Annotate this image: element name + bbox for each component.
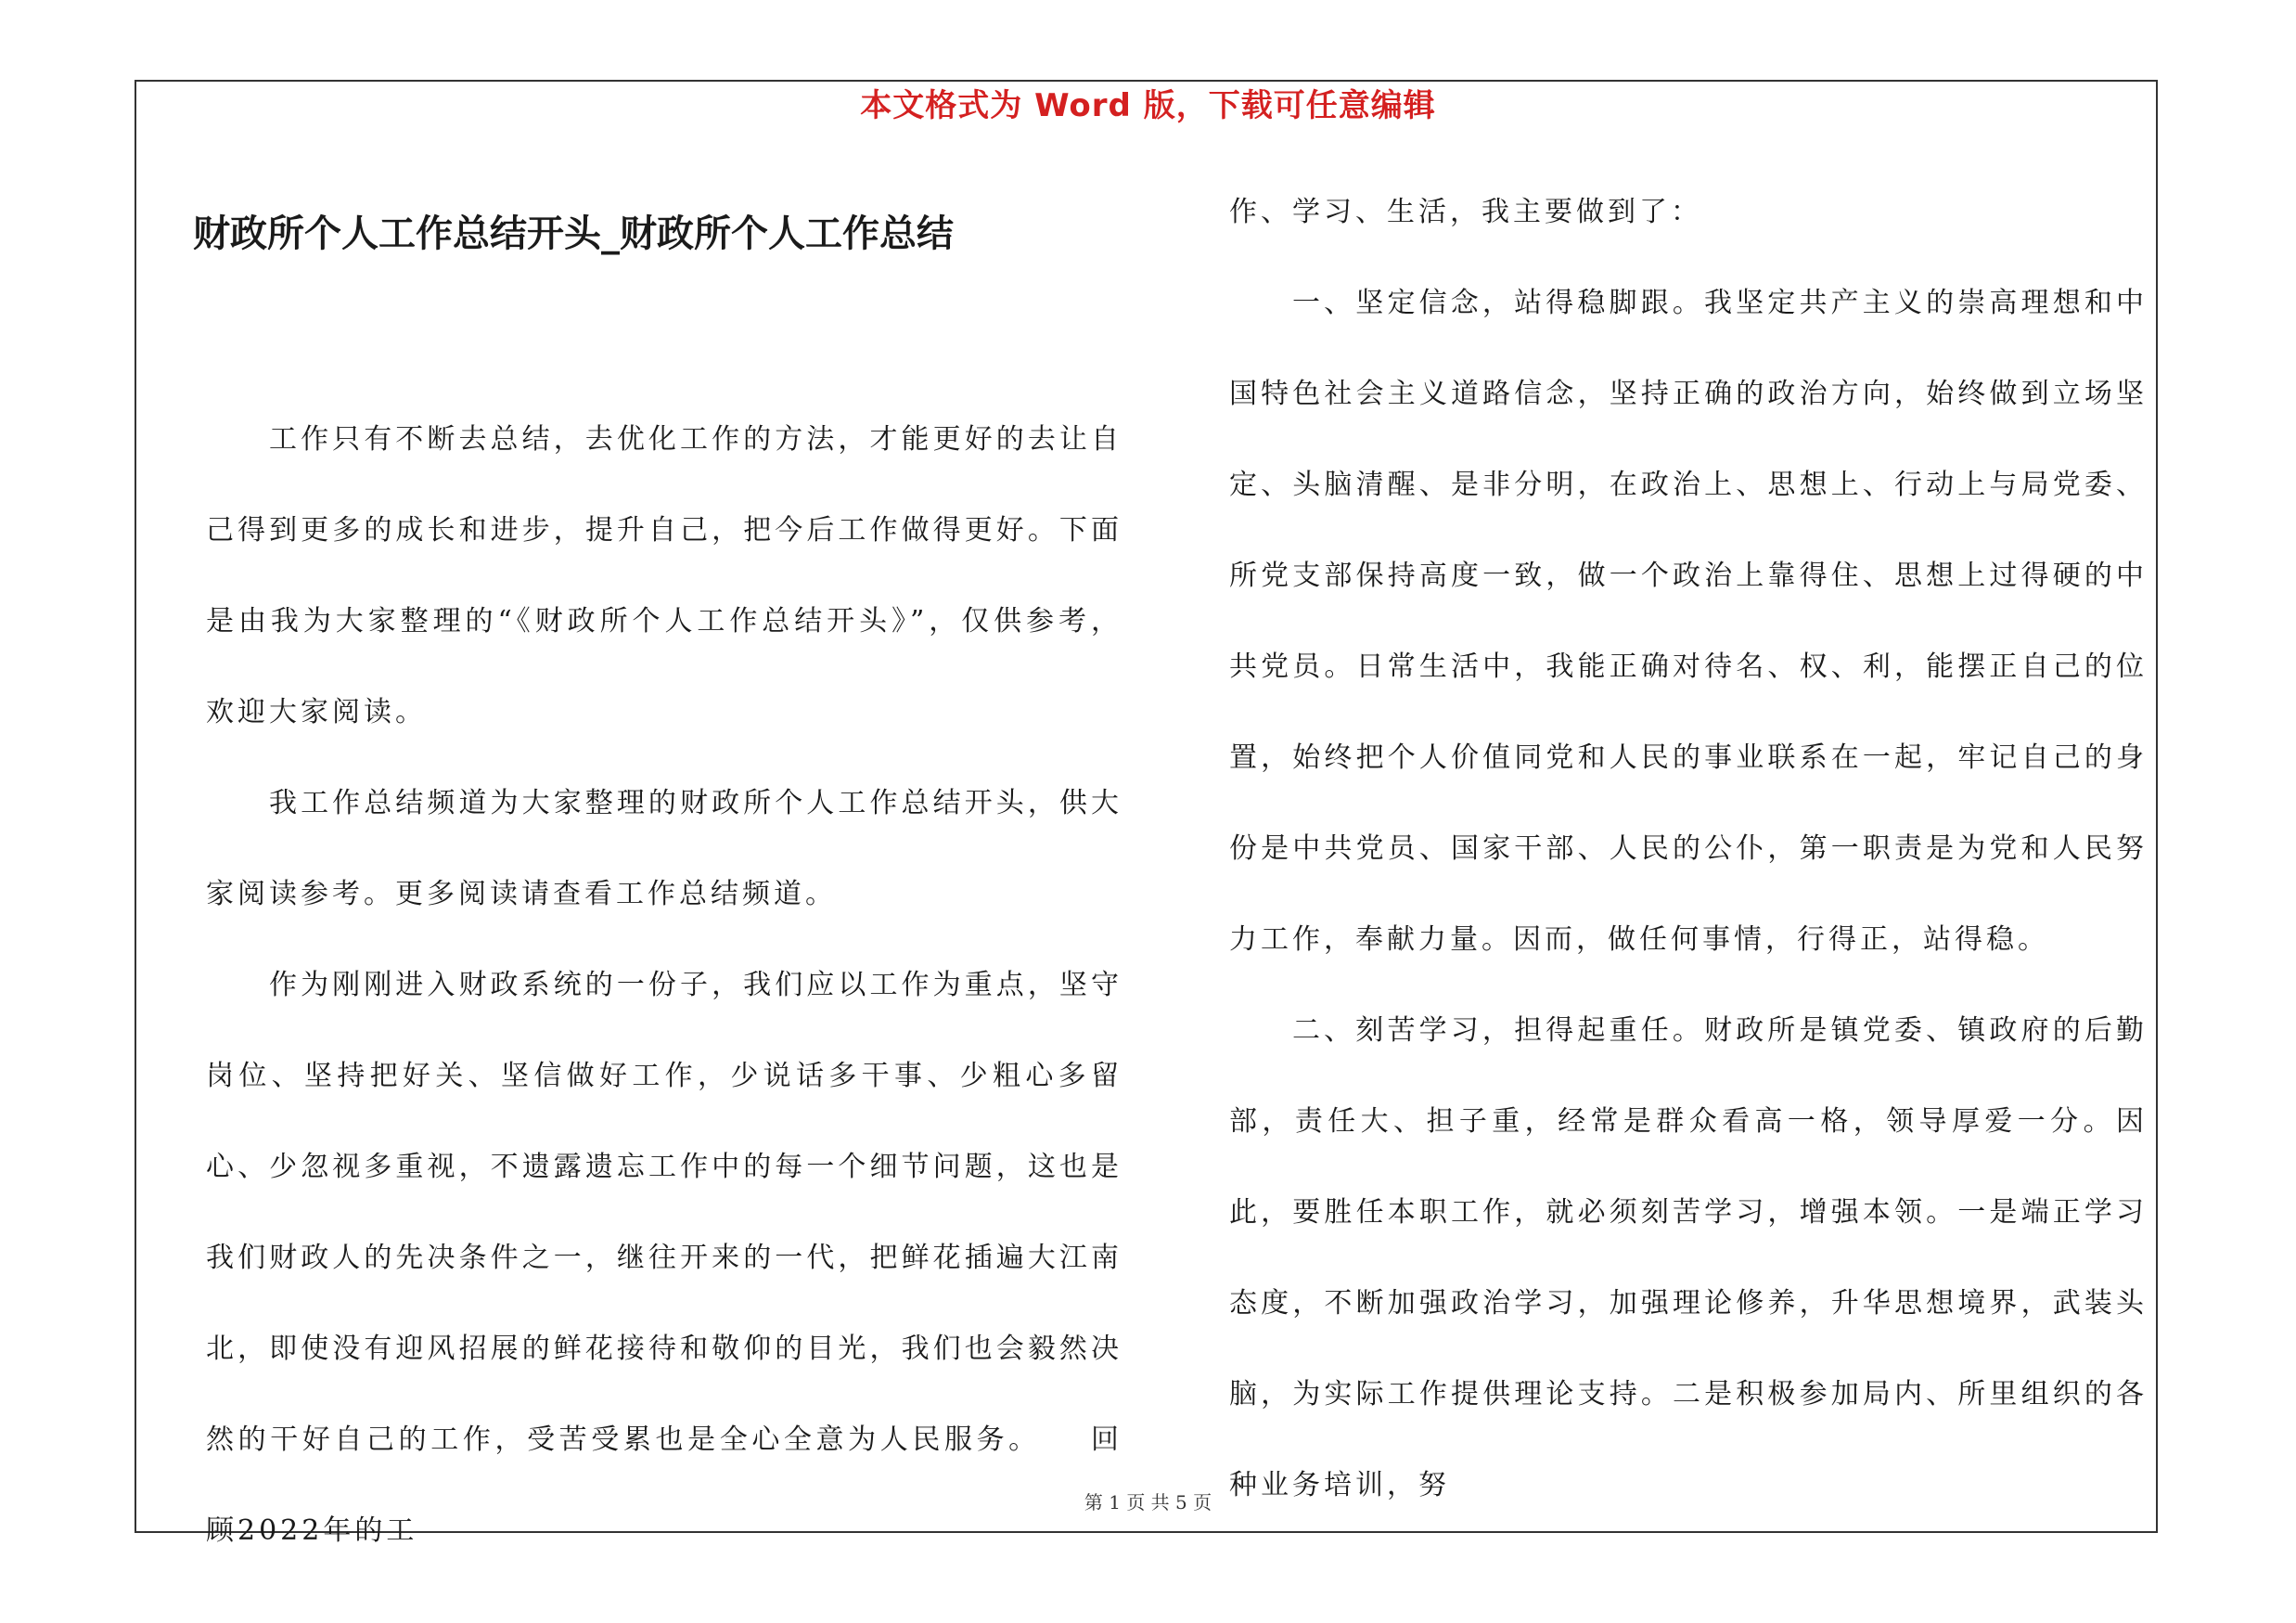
paragraph-continuation: 作、学习、生活，我主要做到了： [1229,196,1702,228]
paragraph: 作为刚刚进入财政系统的一份子，我们应以工作为重点，坚守岗位、坚持把好关、坚信做好工作，少说话多干事、少粗心多留心、少忽视多重视，不遗露遗忘工作中的每一个细节问题，这也是我们财政人的先决条件之一，继往开来的一代，把鲜花插遍大江南北，即使没有迎风招展的鲜花接待和敬仰的目光，我们也会毅然决然的干好自己的工作，受苦受累也是全心全意为人民服务。 回顾2022年的工 [206,969,1122,1547]
right-text-column [1229,167,2148,1531]
paragraph: 我工作总结频道为大家整理的财政所个人工作总结开头，供大家阅读参考。更多阅读请查看工作总结频道。 [206,787,1122,910]
document-title: 财政所个人工作总结开头_财政所个人工作总结 [193,212,954,255]
page-number-footer: 第 1 页 共 5 页 [1084,1491,1212,1514]
paragraph: 二、刻苦学习，担得起重任。财政所是镇党委、镇政府的后勤部，责任大、担子重，经常是群众看高一格，领导厚爱一分。因此，要胜任本职工作，就必须刻苦学习，增强本领。一是端正学习态度，不断加强政治学习，加强理论修养，升华思想境界，武装头脑，为实际工作提供理论支持。二是积极参加局内、所里组织的各种业务培训，努 [1229,1014,2148,1501]
paragraph: 一、坚定信念，站得稳脚跟。我坚定共产主义的崇高理想和中国特色社会主义道路信念，坚持正确的政治方向，始终做到立场坚定、头脑清醒、是非分明，在政治上、思想上、行动上与局党委、所党支部保持高度一致，做一个政治上靠得住、思想上过得硬的中共党员。日常生活中，我能正确对待名、权、利，能摆正自己的位置，始终把个人价值同党和人民的事业联系在一起，牢记自己的身份是中共党员、国家干部、人民的公仆，第一职责是为党和人民努力工作，奉献力量。因而，做任何事情，行得正，站得稳。 [1229,287,2148,956]
paragraph: 工作只有不断去总结，去优化工作的方法，才能更好的去让自己得到更多的成长和进步，提升自己，把今后工作做得更好。下面是由我为大家整理的“《财政所个人工作总结开头》”，仅供参考，欢迎大家阅读。 [206,423,1122,728]
editable-notice-banner: 本文格式为 Word 版，下载可任意编辑 [860,87,1436,124]
left-text-column [206,394,1122,1577]
